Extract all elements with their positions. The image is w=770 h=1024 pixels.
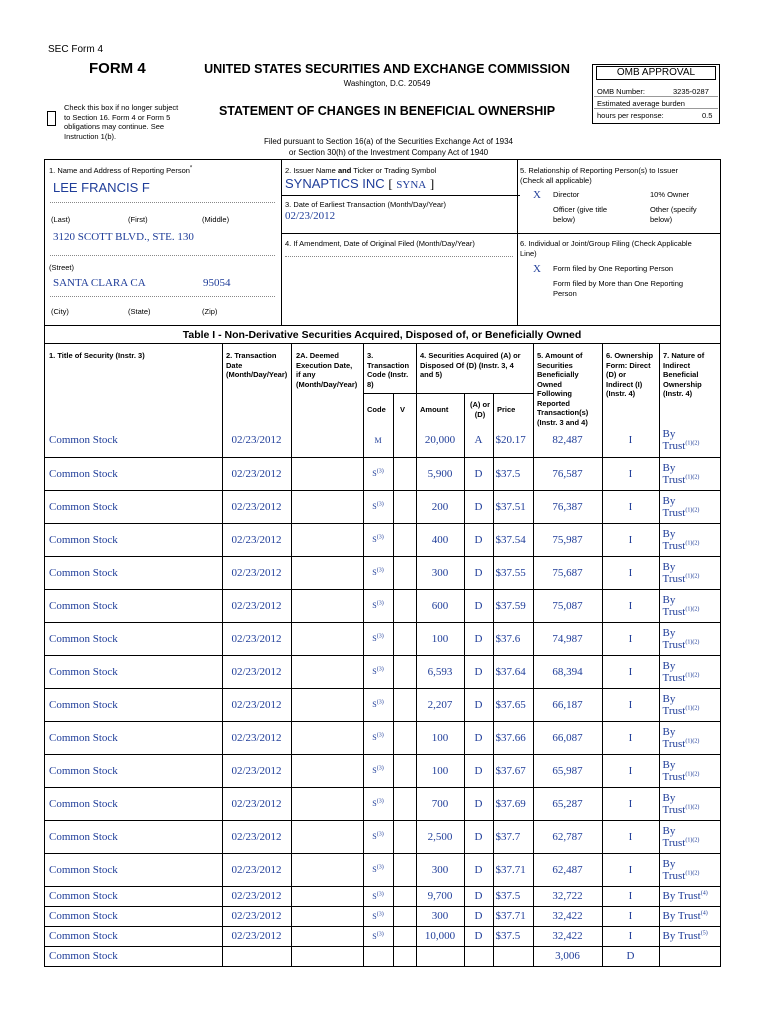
cell-title: Common Stock xyxy=(44,688,222,721)
cell-ad: D xyxy=(464,457,493,490)
cell-deemed xyxy=(291,655,363,688)
cell-owned: 65,987 xyxy=(533,754,602,787)
cell-price: $37.71 xyxy=(493,853,533,886)
cell-owned: 62,487 xyxy=(533,853,602,886)
cell-ad: D xyxy=(464,754,493,787)
cell-form: I xyxy=(602,622,659,655)
cell-nature: By Trust$^{(1)(2)}$ xyxy=(659,556,720,589)
reporting-person-name: LEE FRANCIS F xyxy=(53,180,150,195)
table1-title: Table I - Non-Derivative Securities Acquired, Disposed of, or Beneficially Owned xyxy=(182,329,582,341)
cell-deemed xyxy=(291,754,363,787)
sub-price-header: Price xyxy=(497,405,516,414)
checkbox-text: Check this box if no longer subject to Section 16. Form 4 or Form 5 obligations may continue. See Instruction 1(b). xyxy=(64,103,179,141)
cell-nature: By Trust$^{(1)(2)}$ xyxy=(659,655,720,688)
cell-deemed xyxy=(291,523,363,556)
cell-deemed xyxy=(291,906,363,926)
zip-label: (Zip) xyxy=(202,307,218,316)
cell-v xyxy=(393,490,416,523)
cell-title: Common Stock xyxy=(44,926,222,946)
cell-deemed xyxy=(291,622,363,655)
cell-code: $S^{(3)}$ xyxy=(363,457,393,490)
cell-owned: 76,587 xyxy=(533,457,602,490)
cell-form: I xyxy=(602,589,659,622)
cell-date: 02/23/2012 xyxy=(222,688,291,721)
sub-amount-header: Amount xyxy=(420,405,449,414)
omb-hours: 0.5 xyxy=(702,111,713,120)
cell-price: $37.6 xyxy=(493,622,533,655)
filing-label: 6. Individual or Joint/Group Filing (Check Applicable Line) xyxy=(520,239,692,258)
cell-owned: 65,287 xyxy=(533,787,602,820)
cell-deemed xyxy=(291,688,363,721)
cell-title: Common Stock xyxy=(44,622,222,655)
table-row xyxy=(44,853,720,886)
cell-v xyxy=(393,820,416,853)
sub-code-header: Code xyxy=(367,405,386,414)
cell-code: $S^{(3)}$ xyxy=(363,688,393,721)
cell-amount: 100 xyxy=(416,754,464,787)
reporting-person-label: 1. Name and Address of Reporting Person* xyxy=(49,165,193,175)
relationship-label: 5. Relationship of Reporting Person(s) to Issuer (Check all applicable) xyxy=(520,166,678,185)
cell-v xyxy=(393,688,416,721)
cell-form: I xyxy=(602,754,659,787)
cell-owned: 32,422 xyxy=(533,926,602,946)
cell-nature: By Trust$^{(1)(2)}$ xyxy=(659,721,720,754)
sub-v-header: V xyxy=(400,405,406,414)
cell-owned: 66,187 xyxy=(533,688,602,721)
cell-v xyxy=(393,589,416,622)
cell-amount: 200 xyxy=(416,490,464,523)
cell-deemed xyxy=(291,556,363,589)
cell-date: 02/23/2012 xyxy=(222,622,291,655)
zip-code: 95054 xyxy=(203,277,231,289)
cell-ad: D xyxy=(464,655,493,688)
table-row xyxy=(44,655,720,688)
cell-code: $S^{(3)}$ xyxy=(363,754,393,787)
cell-form: I xyxy=(602,886,659,906)
cell-date: 02/23/2012 xyxy=(222,787,291,820)
cell-deemed xyxy=(291,853,363,886)
cell-nature xyxy=(659,946,720,966)
cell-price: $37.5 xyxy=(493,926,533,946)
cell-deemed xyxy=(291,820,363,853)
cell-form: I xyxy=(602,490,659,523)
cell-ad: D xyxy=(464,523,493,556)
cell-v xyxy=(393,424,416,457)
table-row xyxy=(44,523,720,556)
cell-code: $S^{(3)}$ xyxy=(363,721,393,754)
cell-code: $S^{(3)}$ xyxy=(363,926,393,946)
cell-deemed xyxy=(291,457,363,490)
cell-date: 02/23/2012 xyxy=(222,490,291,523)
cell-code: $S^{(3)}$ xyxy=(363,523,393,556)
cell-title: Common Stock xyxy=(44,655,222,688)
cell-deemed xyxy=(291,926,363,946)
cell-title: Common Stock xyxy=(44,424,222,457)
cell-form: I xyxy=(602,721,659,754)
table-row xyxy=(44,688,720,721)
col-date-header: 2. Transaction Date (Month/Day/Year) xyxy=(226,351,288,379)
cell-amount xyxy=(416,946,464,966)
cell-nature: By Trust$^{(1)(2)}$ xyxy=(659,457,720,490)
col-amount-owned-header: 5. Amount of Securities Beneficially Owned Following Reported Transaction(s) (Instr. 3 and 4) xyxy=(537,351,589,427)
cell-date: 02/23/2012 xyxy=(222,523,291,556)
cell-code: $S^{(3)}$ xyxy=(363,589,393,622)
cell-code: $S^{(3)}$ xyxy=(363,787,393,820)
cell-nature: By Trust$^{(1)(2)}$ xyxy=(659,754,720,787)
cell-price: $37.51 xyxy=(493,490,533,523)
cell-title: Common Stock xyxy=(44,457,222,490)
earliest-date-label: 3. Date of Earliest Transaction (Month/Day/Year) xyxy=(285,200,447,209)
cell-owned: 66,087 xyxy=(533,721,602,754)
omb-number-label: OMB Number: xyxy=(597,87,645,96)
cell-v xyxy=(393,556,416,589)
cell-date: 02/23/2012 xyxy=(222,655,291,688)
cell-code: $S^{(3)}$ xyxy=(363,906,393,926)
cell-form: I xyxy=(602,820,659,853)
cell-v xyxy=(393,457,416,490)
issuer-name: SYNAPTICS INC [ SYNA ] xyxy=(285,176,435,191)
cell-amount: 300 xyxy=(416,906,464,926)
cell-ad: D xyxy=(464,556,493,589)
cell-deemed xyxy=(291,721,363,754)
omb-title: OMB APPROVAL xyxy=(616,67,696,78)
omb-hours-label: hours per response: xyxy=(597,111,664,120)
cell-date xyxy=(222,946,291,966)
cell-ad: D xyxy=(464,853,493,886)
cell-form: I xyxy=(602,787,659,820)
cell-price: $37.5 xyxy=(493,886,533,906)
more-persons-label: Form filed by More than One Reporting Person xyxy=(553,279,684,298)
cell-deemed xyxy=(291,589,363,622)
cell-ad: D xyxy=(464,490,493,523)
table-row xyxy=(44,424,720,457)
officer-label: Officer (give title below) xyxy=(553,205,608,224)
col-deemed-header: 2A. Deemed Execution Date, if any (Month/Day/Year) xyxy=(296,351,358,389)
cell-nature: By Trust$^{(4)}$ xyxy=(659,886,720,906)
cell-deemed xyxy=(291,886,363,906)
cell-form: I xyxy=(602,523,659,556)
table-row xyxy=(44,820,720,853)
cell-nature: By Trust$^{(4)}$ xyxy=(659,906,720,926)
cell-price: $37.67 xyxy=(493,754,533,787)
street-label: (Street) xyxy=(49,263,75,272)
cell-price xyxy=(493,946,533,966)
cell-code: $S^{(3)}$ xyxy=(363,622,393,655)
col-title-header: 1. Title of Security (Instr. 3) xyxy=(49,351,145,360)
last-label: (Last) xyxy=(51,215,71,224)
table-row xyxy=(44,589,720,622)
table-row xyxy=(44,457,720,490)
cell-date: 02/23/2012 xyxy=(222,820,291,853)
cell-v xyxy=(393,926,416,946)
cell-nature: By Trust$^{(1)(2)}$ xyxy=(659,523,720,556)
cell-form: I xyxy=(602,424,659,457)
cell-form: I xyxy=(602,556,659,589)
cell-code: $S^{(3)}$ xyxy=(363,853,393,886)
cell-code: M xyxy=(363,424,393,457)
cell-title: Common Stock xyxy=(44,946,222,966)
table-row xyxy=(44,490,720,523)
cell-v xyxy=(393,946,416,966)
cell-nature: By Trust$^{(5)}$ xyxy=(659,926,720,946)
cell-ad: D xyxy=(464,589,493,622)
middle-label: (Middle) xyxy=(202,215,230,224)
street-address: 3120 SCOTT BLVD., STE. 130 xyxy=(53,231,194,243)
statement-title: STATEMENT OF CHANGES IN BENEFICIAL OWNERSHIP xyxy=(218,104,556,118)
cell-form: D xyxy=(602,946,659,966)
table-row xyxy=(44,721,720,754)
no-longer-subject-checkbox[interactable] xyxy=(47,111,56,126)
cell-title: Common Stock xyxy=(44,853,222,886)
cell-amount: 300 xyxy=(416,556,464,589)
cell-date: 02/23/2012 xyxy=(222,926,291,946)
cell-ad: A xyxy=(464,424,493,457)
table-row xyxy=(44,754,720,787)
cell-amount: 2,500 xyxy=(416,820,464,853)
cell-price: $37.64 xyxy=(493,655,533,688)
director-label: Director xyxy=(553,190,580,199)
cell-v xyxy=(393,906,416,926)
cell-amount: 100 xyxy=(416,721,464,754)
cell-title: Common Stock xyxy=(44,886,222,906)
cell-ad: D xyxy=(464,787,493,820)
cell-price: $20.17 xyxy=(493,424,533,457)
cell-date: 02/23/2012 xyxy=(222,754,291,787)
cell-v xyxy=(393,523,416,556)
cell-deemed xyxy=(291,424,363,457)
sub-ad-header: (A) or (D) xyxy=(470,400,490,419)
cell-v xyxy=(393,886,416,906)
cell-date: 02/23/2012 xyxy=(222,886,291,906)
state-label: (State) xyxy=(128,307,151,316)
cell-amount: 5,900 xyxy=(416,457,464,490)
cell-date: 02/23/2012 xyxy=(222,589,291,622)
cell-nature: By Trust$^{(1)(2)}$ xyxy=(659,424,720,457)
cell-amount: 600 xyxy=(416,589,464,622)
cell-deemed xyxy=(291,490,363,523)
cell-title: Common Stock xyxy=(44,721,222,754)
cell-v xyxy=(393,655,416,688)
cell-v xyxy=(393,721,416,754)
first-label: (First) xyxy=(128,215,148,224)
cell-price: $37.5 xyxy=(493,457,533,490)
cell-v xyxy=(393,787,416,820)
cell-title: Common Stock xyxy=(44,589,222,622)
omb-number: 3235-0287 xyxy=(673,87,709,96)
cell-deemed xyxy=(291,946,363,966)
cell-date: 02/23/2012 xyxy=(222,424,291,457)
cell-ad: D xyxy=(464,926,493,946)
cell-amount: 700 xyxy=(416,787,464,820)
table-row xyxy=(44,946,720,966)
cell-ad: D xyxy=(464,721,493,754)
amendment-label: 4. If Amendment, Date of Original Filed (Month/Day/Year) xyxy=(285,239,475,248)
cell-owned: 62,787 xyxy=(533,820,602,853)
cell-owned: 76,387 xyxy=(533,490,602,523)
filed-pursuant: Filed pursuant to Section 16(a) of the Securities Exchange Act of 1934 or Section 30(h) of the Investment Company Act of 1940 xyxy=(263,137,514,157)
cell-price: $37.69 xyxy=(493,787,533,820)
col-nature-header: 7. Nature of Indirect Beneficial Ownership (Instr. 4) xyxy=(663,351,705,398)
cell-date: 02/23/2012 xyxy=(222,457,291,490)
form-title: FORM 4 xyxy=(89,60,146,77)
cell-nature: By Trust$^{(1)(2)}$ xyxy=(659,589,720,622)
sec-form-label: SEC Form 4 xyxy=(48,44,104,55)
table-row xyxy=(44,906,720,926)
table-row xyxy=(44,787,720,820)
cell-owned: 75,687 xyxy=(533,556,602,589)
cell-title: Common Stock xyxy=(44,523,222,556)
cell-form: I xyxy=(602,457,659,490)
cell-price: $37.54 xyxy=(493,523,533,556)
cell-nature: By Trust$^{(1)(2)}$ xyxy=(659,820,720,853)
cell-code: $S^{(3)}$ xyxy=(363,886,393,906)
cell-owned: 75,087 xyxy=(533,589,602,622)
cell-owned: 3,006 xyxy=(533,946,602,966)
col-acquired-header: 4. Securities Acquired (A) or Disposed Of (D) (Instr. 3, 4 and 5) xyxy=(420,351,521,379)
cell-form: I xyxy=(602,655,659,688)
cell-nature: By Trust$^{(1)(2)}$ xyxy=(659,688,720,721)
cell-code xyxy=(363,946,393,966)
one-person-label: Form filed by One Reporting Person xyxy=(553,264,674,273)
cell-v xyxy=(393,622,416,655)
cell-amount: 6,593 xyxy=(416,655,464,688)
cell-amount: 10,000 xyxy=(416,926,464,946)
cell-ad: D xyxy=(464,820,493,853)
table-row xyxy=(44,926,720,946)
cell-v xyxy=(393,853,416,886)
cell-ad: D xyxy=(464,906,493,926)
cell-price: $37.55 xyxy=(493,556,533,589)
cell-nature: By Trust$^{(1)(2)}$ xyxy=(659,622,720,655)
cell-date: 02/23/2012 xyxy=(222,721,291,754)
cell-amount: 400 xyxy=(416,523,464,556)
earliest-date: 02/23/2012 xyxy=(285,210,336,222)
other-label: Other (specify below) xyxy=(650,205,697,224)
cell-form: I xyxy=(602,688,659,721)
cell-owned: 32,422 xyxy=(533,906,602,926)
cell-date: 02/23/2012 xyxy=(222,853,291,886)
cell-deemed xyxy=(291,787,363,820)
commission-address: Washington, D.C. 20549 xyxy=(343,79,431,88)
cell-ad: D xyxy=(464,688,493,721)
cell-code: $S^{(3)}$ xyxy=(363,655,393,688)
cell-form: I xyxy=(602,926,659,946)
cell-price: $37.66 xyxy=(493,721,533,754)
omb-burden-label: Estimated average burden xyxy=(597,99,685,108)
cell-owned: 32,722 xyxy=(533,886,602,906)
cell-nature: By Trust$^{(1)(2)}$ xyxy=(659,853,720,886)
cell-code: $S^{(3)}$ xyxy=(363,490,393,523)
cell-amount: 300 xyxy=(416,853,464,886)
cell-title: Common Stock xyxy=(44,820,222,853)
table-row xyxy=(44,556,720,589)
cell-title: Common Stock xyxy=(44,787,222,820)
cell-title: Common Stock xyxy=(44,490,222,523)
cell-ad: D xyxy=(464,622,493,655)
ten-percent-owner-label: 10% Owner xyxy=(650,190,690,199)
director-mark[interactable]: X xyxy=(533,189,541,201)
cell-owned: 82,487 xyxy=(533,424,602,457)
cell-code: $S^{(3)}$ xyxy=(363,556,393,589)
cell-date: 02/23/2012 xyxy=(222,906,291,926)
col-code-header: 3. Transaction Code (Instr. 8) xyxy=(367,351,410,389)
city-state: SANTA CLARA CA xyxy=(53,277,146,289)
cell-amount: 100 xyxy=(416,622,464,655)
cell-owned: 75,987 xyxy=(533,523,602,556)
cell-nature: By Trust$^{(1)(2)}$ xyxy=(659,787,720,820)
cell-form: I xyxy=(602,906,659,926)
cell-amount: 2,207 xyxy=(416,688,464,721)
cell-code: $S^{(3)}$ xyxy=(363,820,393,853)
cell-owned: 68,394 xyxy=(533,655,602,688)
table-row xyxy=(44,622,720,655)
table-row xyxy=(44,886,720,906)
cell-ad xyxy=(464,946,493,966)
cell-form: I xyxy=(602,853,659,886)
cell-title: Common Stock xyxy=(44,556,222,589)
cell-price: $37.65 xyxy=(493,688,533,721)
cell-amount: 9,700 xyxy=(416,886,464,906)
cell-date: 02/23/2012 xyxy=(222,556,291,589)
cell-v xyxy=(393,754,416,787)
cell-price: $37.71 xyxy=(493,906,533,926)
cell-title: Common Stock xyxy=(44,754,222,787)
one-person-mark[interactable]: X xyxy=(533,263,541,275)
cell-ad: D xyxy=(464,886,493,906)
city-label: (City) xyxy=(51,307,69,316)
cell-title: Common Stock xyxy=(44,906,222,926)
col-ownership-header: 6. Ownership Form: Direct (D) or Indirect (I) (Instr. 4) xyxy=(606,351,654,398)
cell-nature: By Trust$^{(1)(2)}$ xyxy=(659,490,720,523)
commission-title: UNITED STATES SECURITIES AND EXCHANGE COMMISSION xyxy=(204,62,570,76)
issuer-label: 2. Issuer Name and Ticker or Trading Symbol xyxy=(285,166,437,175)
table1-body xyxy=(44,424,721,967)
cell-amount: 20,000 xyxy=(416,424,464,457)
cell-price: $37.59 xyxy=(493,589,533,622)
cell-price: $37.7 xyxy=(493,820,533,853)
cell-owned: 74,987 xyxy=(533,622,602,655)
